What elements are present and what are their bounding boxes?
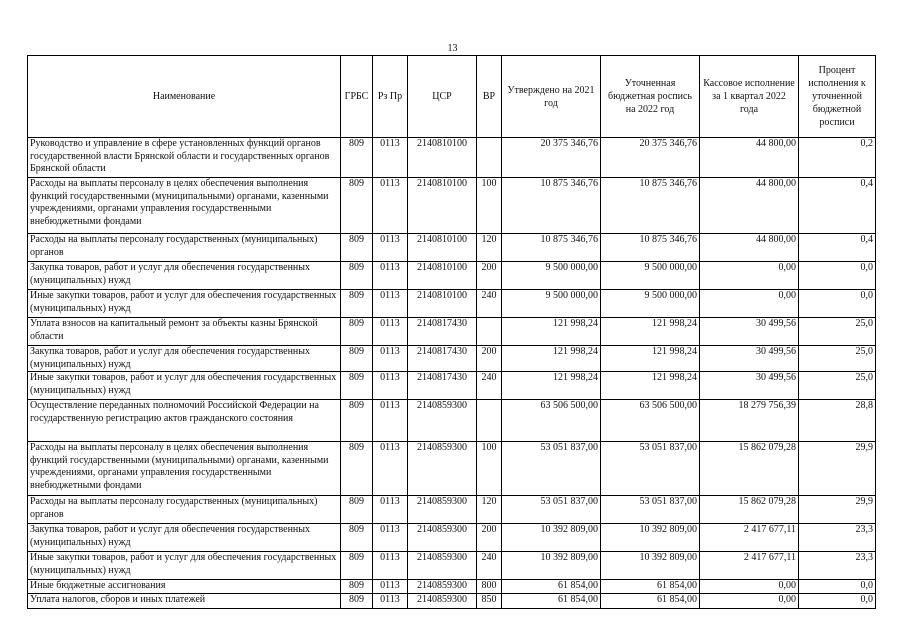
cell-cash: 0,00 [700,594,799,609]
cell-csr: 2140859300 [408,442,477,496]
cell-refined: 121 998,24 [601,346,700,372]
table-header-row [28,56,876,138]
cell-name: Расходы на выплаты персоналу в целях обеспечения выполнения функций государственными (муниципальными) органами, казенными учреждениями, органами управления государственными внебюджетными фондами [28,178,341,234]
cell-name: Уплата налогов, сборов и иных платежей [28,594,341,609]
cell-percent: 0,4 [799,234,876,262]
cell-grbs: 809 [341,594,373,609]
cell-cash: 0,00 [700,290,799,318]
cell-approved: 61 854,00 [502,580,601,594]
column-header-csr: ЦСР [408,56,477,138]
table-row [28,290,876,318]
cell-approved: 10 875 346,76 [502,178,601,234]
cell-csr: 2140859300 [408,594,477,609]
cell-grbs: 809 [341,580,373,594]
cell-refined: 10 875 346,76 [601,234,700,262]
cell-csr: 2140810100 [408,178,477,234]
cell-vr: 800 [477,580,502,594]
cell-csr: 2140859300 [408,552,477,580]
column-header-rzpr: Рз Пр [373,56,408,138]
cell-csr: 2140817430 [408,346,477,372]
cell-rzpr: 0113 [373,318,408,346]
cell-csr: 2140810100 [408,290,477,318]
table-row [28,442,876,496]
cell-grbs: 809 [341,496,373,524]
column-header-approved: Утверждено на 2021 год [502,56,601,138]
page-number: 13 [447,43,458,54]
cell-grbs: 809 [341,442,373,496]
table-row [28,496,876,524]
cell-csr: 2140859300 [408,580,477,594]
cell-cash: 30 499,56 [700,372,799,400]
cell-vr: 240 [477,552,502,580]
cell-approved: 20 375 346,76 [502,138,601,178]
cell-grbs: 809 [341,290,373,318]
table-row [28,346,876,372]
cell-rzpr: 0113 [373,290,408,318]
cell-refined: 53 051 837,00 [601,442,700,496]
cell-name: Закупка товаров, работ и услуг для обеспечения государственных (муниципальных) нужд [28,524,341,552]
cell-approved: 10 392 809,00 [502,552,601,580]
cell-grbs: 809 [341,524,373,552]
cell-refined: 20 375 346,76 [601,138,700,178]
cell-rzpr: 0113 [373,552,408,580]
cell-vr [477,400,502,442]
cell-grbs: 809 [341,234,373,262]
cell-csr: 2140859300 [408,400,477,442]
cell-percent: 25,0 [799,372,876,400]
table-row [28,372,876,400]
table-row [28,234,876,262]
cell-vr: 120 [477,234,502,262]
cell-csr: 2140859300 [408,496,477,524]
cell-percent: 25,0 [799,346,876,372]
cell-grbs: 809 [341,138,373,178]
cell-refined: 9 500 000,00 [601,290,700,318]
cell-cash: 0,00 [700,580,799,594]
cell-rzpr: 0113 [373,178,408,234]
cell-csr: 2140817430 [408,372,477,400]
cell-vr: 850 [477,594,502,609]
cell-vr: 120 [477,496,502,524]
cell-rzpr: 0113 [373,580,408,594]
cell-name: Расходы на выплаты персоналу государственных (муниципальных) органов [28,234,341,262]
column-header-refined: Уточненная бюджетная роспись на 2022 год [601,56,700,138]
table-row [28,400,876,442]
cell-name: Руководство и управление в сфере установленных функций органов государственной власти Брянской области и государственных органов Брянской области [28,138,341,178]
table-row [28,262,876,290]
column-header-cash: Кассовое исполнение за 1 квартал 2022 года [700,56,799,138]
cell-vr [477,318,502,346]
cell-name: Расходы на выплаты персоналу в целях обеспечения выполнения функций государственными (муниципальными) органами, казенными учреждениями, органами управления государственными внебюджетными фондами [28,442,341,496]
cell-percent: 0,0 [799,290,876,318]
cell-cash: 15 862 079,28 [700,496,799,524]
cell-name: Осуществление переданных полномочий Российской Федерации на государственную регистрацию актов гражданского состояния [28,400,341,442]
cell-percent: 23,3 [799,524,876,552]
cell-percent: 0,2 [799,138,876,178]
cell-name: Закупка товаров, работ и услуг для обеспечения государственных (муниципальных) нужд [28,262,341,290]
cell-cash: 44 800,00 [700,138,799,178]
cell-rzpr: 0113 [373,346,408,372]
cell-approved: 61 854,00 [502,594,601,609]
cell-grbs: 809 [341,318,373,346]
cell-grbs: 809 [341,178,373,234]
cell-refined: 10 392 809,00 [601,524,700,552]
column-header-percent: Процент исполнения к уточненной бюджетной росписи [799,56,876,138]
cell-percent: 0,0 [799,580,876,594]
table-row [28,318,876,346]
cell-rzpr: 0113 [373,138,408,178]
cell-percent: 29,9 [799,442,876,496]
cell-grbs: 809 [341,552,373,580]
cell-name: Иные закупки товаров, работ и услуг для обеспечения государственных (муниципальных) нужд [28,290,341,318]
cell-percent: 0,4 [799,178,876,234]
cell-rzpr: 0113 [373,496,408,524]
cell-grbs: 809 [341,400,373,442]
cell-grbs: 809 [341,372,373,400]
cell-cash: 2 417 677,11 [700,524,799,552]
cell-rzpr: 0113 [373,234,408,262]
table-row [28,594,876,609]
cell-rzpr: 0113 [373,372,408,400]
cell-approved: 9 500 000,00 [502,262,601,290]
cell-approved: 121 998,24 [502,372,601,400]
cell-approved: 9 500 000,00 [502,290,601,318]
cell-refined: 61 854,00 [601,580,700,594]
cell-csr: 2140810100 [408,234,477,262]
cell-refined: 63 506 500,00 [601,400,700,442]
cell-name: Иные закупки товаров, работ и услуг для обеспечения государственных (муниципальных) нужд [28,372,341,400]
cell-cash: 30 499,56 [700,346,799,372]
cell-refined: 121 998,24 [601,372,700,400]
cell-approved: 53 051 837,00 [502,442,601,496]
cell-vr [477,138,502,178]
cell-grbs: 809 [341,262,373,290]
cell-rzpr: 0113 [373,524,408,552]
cell-cash: 2 417 677,11 [700,552,799,580]
table-row [28,552,876,580]
table-body [28,138,876,609]
cell-csr: 2140817430 [408,318,477,346]
cell-cash: 44 800,00 [700,178,799,234]
cell-rzpr: 0113 [373,594,408,609]
cell-csr: 2140859300 [408,524,477,552]
cell-name: Уплата взносов на капитальный ремонт за объекты казны Брянской области [28,318,341,346]
cell-name: Иные закупки товаров, работ и услуг для обеспечения государственных (муниципальных) нужд [28,552,341,580]
cell-vr: 240 [477,372,502,400]
cell-name: Иные бюджетные ассигнования [28,580,341,594]
cell-percent: 28,8 [799,400,876,442]
cell-refined: 10 392 809,00 [601,552,700,580]
cell-name: Расходы на выплаты персоналу государственных (муниципальных) органов [28,496,341,524]
cell-cash: 44 800,00 [700,234,799,262]
cell-percent: 25,0 [799,318,876,346]
cell-refined: 53 051 837,00 [601,496,700,524]
table-row [28,178,876,234]
cell-cash: 18 279 756,39 [700,400,799,442]
cell-rzpr: 0113 [373,262,408,290]
cell-approved: 53 051 837,00 [502,496,601,524]
table-row [28,138,876,178]
cell-refined: 61 854,00 [601,594,700,609]
cell-refined: 9 500 000,00 [601,262,700,290]
cell-vr: 100 [477,442,502,496]
cell-cash: 0,00 [700,262,799,290]
table-row [28,580,876,594]
cell-rzpr: 0113 [373,400,408,442]
column-header-name: Наименование [28,56,341,138]
cell-percent: 0,0 [799,594,876,609]
cell-approved: 10 875 346,76 [502,234,601,262]
cell-vr: 100 [477,178,502,234]
cell-percent: 23,3 [799,552,876,580]
cell-percent: 0,0 [799,262,876,290]
cell-name: Закупка товаров, работ и услуг для обеспечения государственных (муниципальных) нужд [28,346,341,372]
cell-rzpr: 0113 [373,442,408,496]
cell-vr: 240 [477,290,502,318]
cell-percent: 29,9 [799,496,876,524]
cell-cash: 15 862 079,28 [700,442,799,496]
cell-vr: 200 [477,524,502,552]
table-row [28,524,876,552]
cell-approved: 121 998,24 [502,318,601,346]
cell-cash: 30 499,56 [700,318,799,346]
cell-csr: 2140810100 [408,262,477,290]
column-header-grbs: ГРБС [341,56,373,138]
cell-grbs: 809 [341,346,373,372]
cell-approved: 10 392 809,00 [502,524,601,552]
cell-approved: 63 506 500,00 [502,400,601,442]
cell-vr: 200 [477,262,502,290]
cell-approved: 121 998,24 [502,346,601,372]
column-header-vr: ВР [477,56,502,138]
cell-csr: 2140810100 [408,138,477,178]
budget-table [27,55,876,609]
cell-vr: 200 [477,346,502,372]
cell-refined: 10 875 346,76 [601,178,700,234]
cell-refined: 121 998,24 [601,318,700,346]
